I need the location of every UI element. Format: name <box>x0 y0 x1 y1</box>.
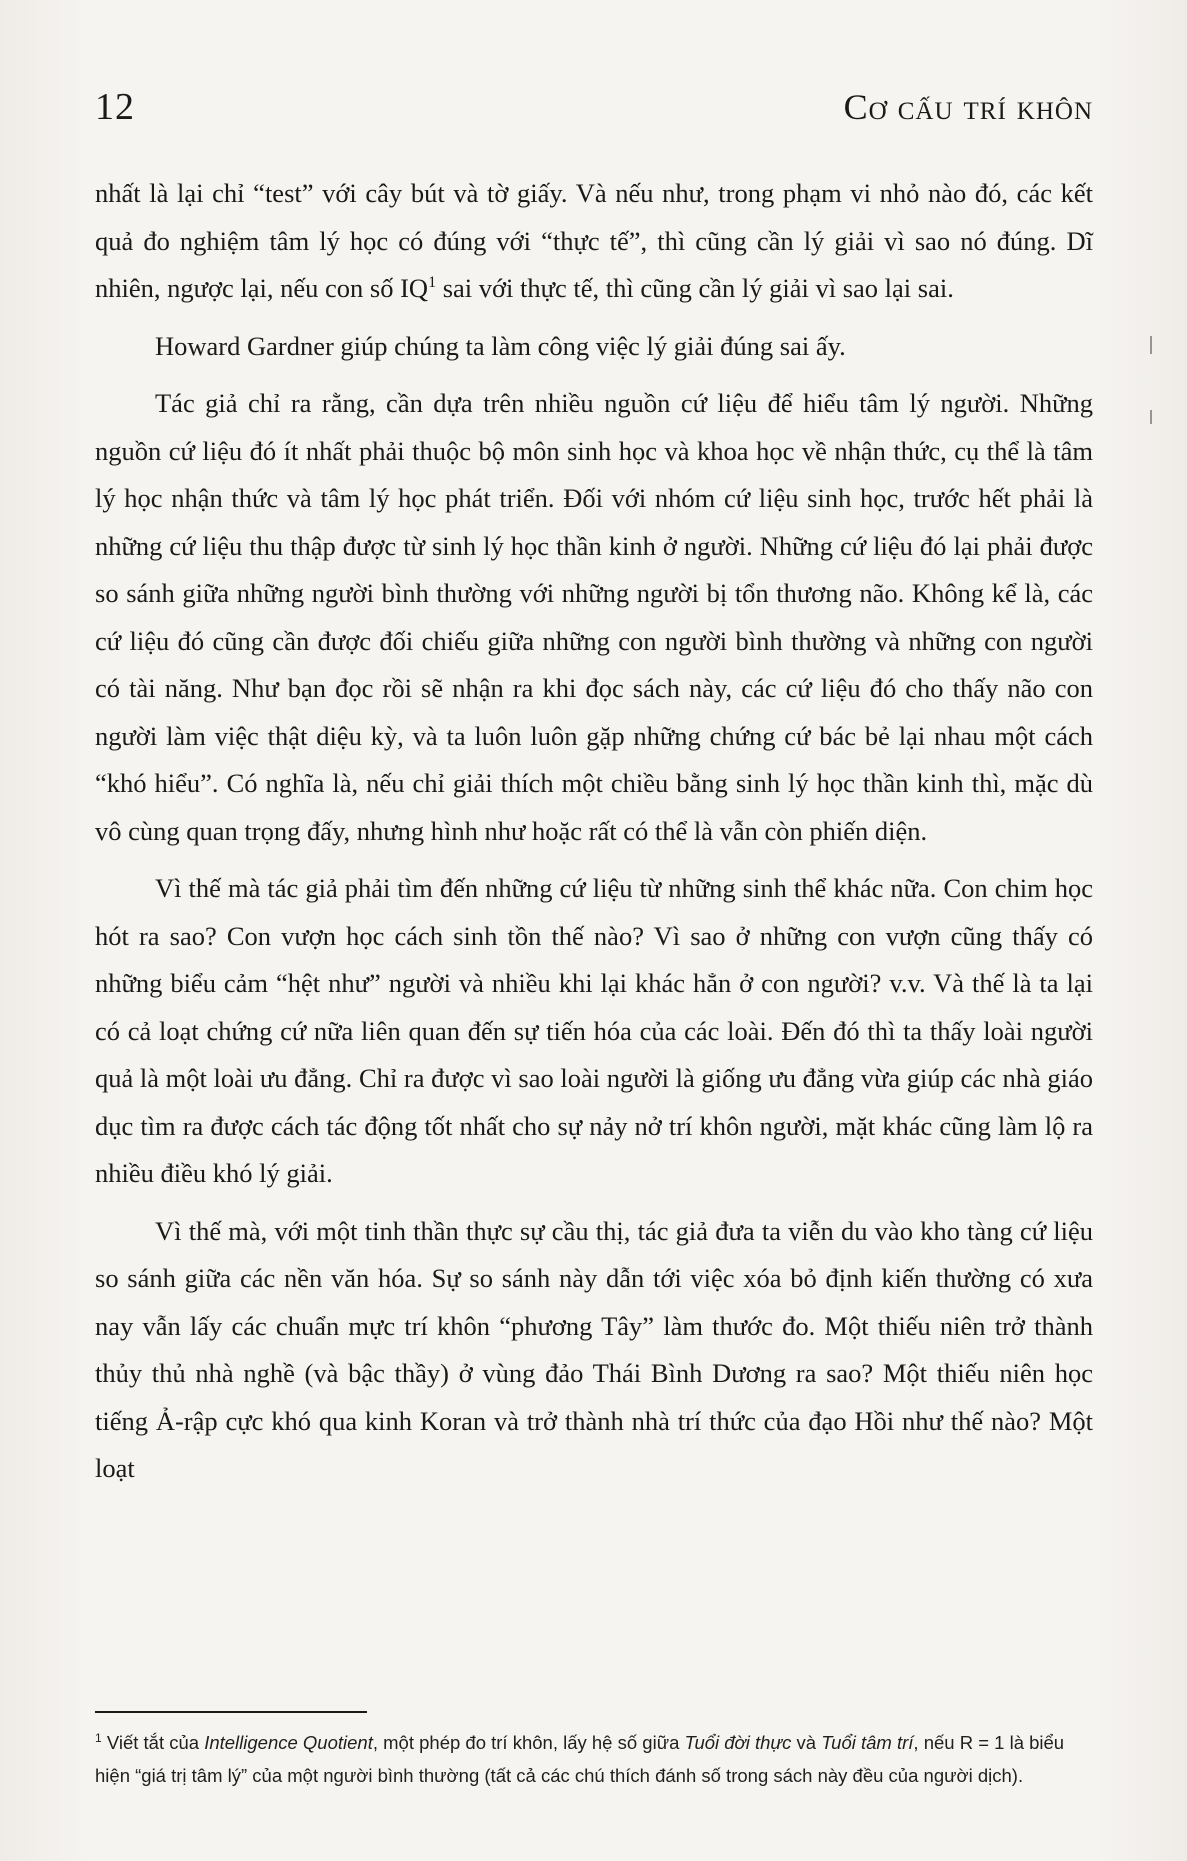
footnote-reference[interactable]: 1 <box>428 274 437 292</box>
paragraph-1-text-cont: sai với thực tế, thì cũng cần lý giải vì sao lại sai. <box>436 273 954 303</box>
footnote-divider <box>95 1711 367 1713</box>
footnote <box>95 1726 1093 1792</box>
paragraph-5: Vì thế mà, với một tinh thần thực sự cầu thị, tác giả đưa ta viễn du vào kho tàng cứ liệu so sánh giữa các nền văn hóa. Sự so sánh này dẫn tới việc xóa bỏ định kiến thường có xưa nay vẫn lấy các chuẩn mực trí khôn “phương Tây” làm thước đo. Một thiếu niên trở thành thủy thủ nhà nghề (và bậc thầy) ở vùng đảo Thái Bình Dương ra sao? Một thiếu niên học tiếng Ả-rập cực khó qua kinh Koran và trở thành nhà trí thức của đạo Hồi như thế nào? Một loạt <box>95 1215 1093 1483</box>
paragraph-1 <box>95 170 1093 313</box>
footnote-text-2: , một phép đo trí khôn, lấy hệ số giữa <box>372 1732 685 1753</box>
paragraph-4: Vì thế mà tác giả phải tìm đến những cứ liệu từ những sinh thể khác nữa. Con chim học hót ra sao? Con vượn học cách sinh tồn thế nào? Vì sao ở những con vượn cũng thấy có những biểu cảm “hệt như” người và nhiều khi lại khác hẳn ở con người? v.v. Và thế là ta lại có cả loạt chứng cứ nữa liên quan đến sự tiến hóa của các loài. Đến đó thì ta thấy loài người quả là một loài ưu đẳng. Chỉ ra được vì sao loài người là giống ưu đẳng vừa giúp các nhà giáo dục tìm ra được cách tác động tốt nhất cho sự nảy nở trí khôn người, mặt khác cũng làm lộ ra nhiều điều khó lý giải. <box>95 873 1093 1188</box>
paragraph-1-text: nhất là lại chỉ “test” với cây bút và tờ giấy. Và nếu như, trong phạm vi nhỏ nào đó, các kết quả đo nghiệm tâm lý học có đúng với “thực tế”, thì cũng cần lý giải vì sao nó đúng. Dĩ nhiên, ngược lại, nếu con số IQ <box>95 178 1093 303</box>
page-edge-mark <box>1150 410 1152 424</box>
footnote-text-1: Viết tắt của <box>101 1732 205 1753</box>
paragraph-2: Howard Gardner giúp chúng ta làm công việc lý giải đúng sai ấy. <box>155 330 846 361</box>
footnote-text-3: và <box>791 1732 822 1753</box>
footnote-italic-term-3: Tuổi tâm trí <box>821 1732 914 1753</box>
footnote-italic-term-2: Tuổi đời thực <box>684 1732 792 1753</box>
footnote-marker: 1 <box>95 1730 102 1745</box>
page-header <box>95 82 1093 132</box>
footnote-italic-term-1: Intelligence Quotient <box>204 1732 373 1753</box>
paragraph-3: Tác giả chỉ ra rằng, cần dựa trên nhiều nguồn cứ liệu để hiểu tâm lý người. Những nguồn cứ liệu đó ít nhất phải thuộc bộ môn sinh học và khoa học về nhận thức, cụ thể là tâm lý học nhận thức và tâm lý học phát triển. Đối với nhóm cứ liệu sinh học, trước hết phải là những cứ liệu thu thập được từ sinh lý học thần kinh ở người. Những cứ liệu đó lại phải được so sánh giữa những người bình thường với những người bị tổn thương não. Không kể là, các cứ liệu đó cũng cần được đối chiếu giữa những con người bình thường và những con người có tài năng. Như bạn đọc rồi sẽ nhận ra khi đọc sách này, các cứ liệu đó cho thấy não con người làm việc thật diệu kỳ, và ta luôn luôn gặp những chứng cứ bác bẻ lại nhau một cách “khó hiểu”. Có nghĩa là, nếu chỉ giải thích một chiều bằng sinh lý học thần kinh thì, mặc dù vô cùng quan trọng đấy, nhưng hình như hoặc rất có thể là vẫn còn phiến diện. <box>95 388 1093 846</box>
page-number: 12 <box>95 86 135 128</box>
running-title: Cơ cấu trí khôn <box>843 87 1093 127</box>
page-edge-mark <box>1150 336 1152 354</box>
body-text <box>95 170 1093 1503</box>
footnote-text-4: , nếu R = 1 là biểu hiện “giá trị tâm lý” của một người bình thường (tất cả các chú thích đánh số trong sách này đều của người dịch). <box>95 1732 1065 1786</box>
